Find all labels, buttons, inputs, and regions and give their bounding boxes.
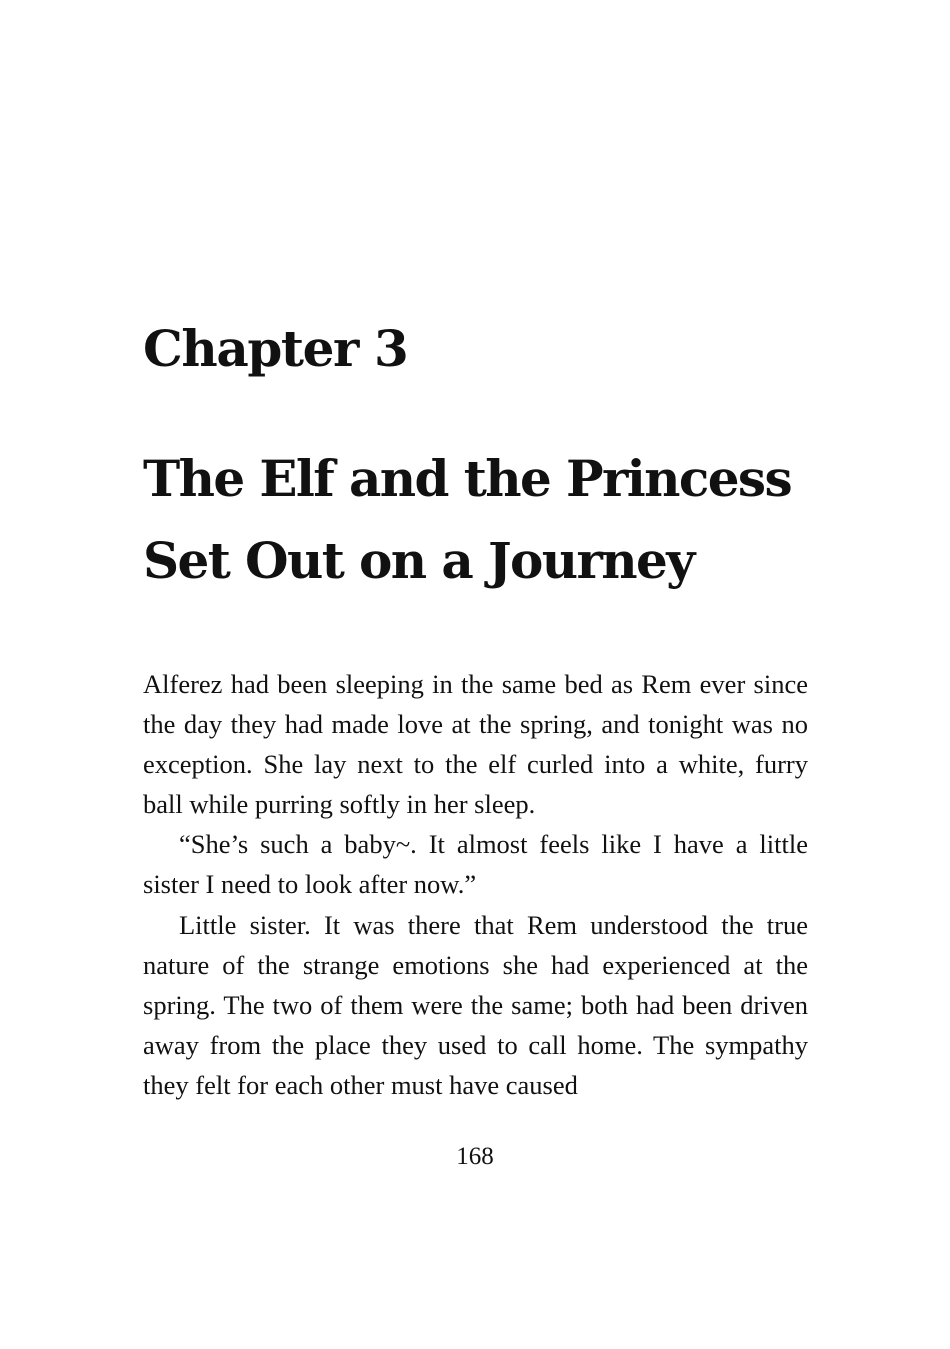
chapter-number: Chapter 3 <box>143 319 408 378</box>
chapter-title-line-2: Set Out on a Journey <box>143 531 694 590</box>
paragraph-2: “She’s such a baby~. It almost feels like I have a little sister I need to look after now.” <box>143 829 808 900</box>
chapter-title-line-1: The Elf and the Princess <box>143 449 792 508</box>
paragraph-3: Little sister. It was there that Rem understood the true nature of the strange emotions she had experienced at the spring. The two of them were the same; both had been driven away from the place they used to call home. The sympathy they felt for each other must have caused <box>143 909 808 1100</box>
page-number: 168 <box>456 1143 494 1170</box>
paragraph-1: Alferez had been sleeping in the same bed as Rem ever since the day they had made love at the spring, and tonight was no exception. She lay next to the elf curled into a white, furry ball while purring softly in her sleep. <box>143 669 808 820</box>
chapter-title <box>143 438 843 602</box>
body-text <box>143 664 808 1105</box>
